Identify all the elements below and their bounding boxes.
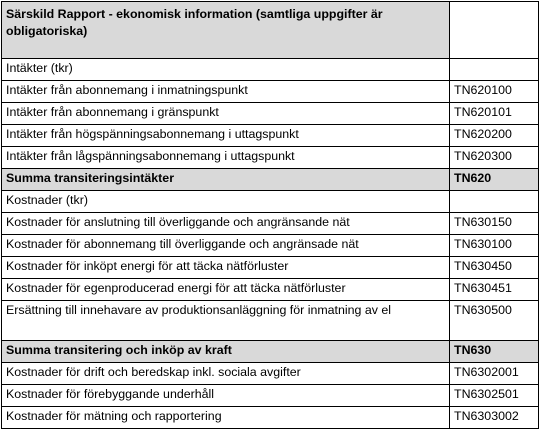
row-code: TN630150 [450,213,539,235]
report-title: Särskild Rapport - ekonomisk information (samtliga uppgifter är obligatoriska) [2,2,450,59]
row-code: TN630450 [450,257,539,279]
row-label: Kostnader för inköpt energi för att täcka nätförluster [2,257,450,279]
row-label: Kostnader för anslutning till överliggande och angränsande nät [2,213,450,235]
table-row [2,257,539,279]
table-row [2,59,539,81]
row-label: Kostnader för förebyggande underhåll [2,385,450,407]
row-label: Intäkter från abonnemang i gränspunkt [2,103,450,125]
row-label: Kostnader för drift och beredskap inkl. sociala avgifter [2,363,450,385]
sum-label: Summa transiteringsintäkter [2,169,450,191]
table-row [2,191,539,213]
row-code: TN620100 [450,81,539,103]
report-table-container [1,1,539,429]
row-code: TN6303002 [450,407,539,429]
row-code [450,191,539,213]
sum-code: TN620 [450,169,539,191]
row-code [450,59,539,81]
row-label: Ersättning till innehavare av produktionsanläggning för inmatning av el [2,301,450,341]
sum-code: TN630 [450,341,539,363]
row-label: Intäkter från lågspänningsabonnemang i uttagspunkt [2,147,450,169]
row-code: TN620300 [450,147,539,169]
row-label: Kostnader för mätning och rapportering [2,407,450,429]
row-label: Kostnader för egenproducerad energi för att täcka nätförluster [2,279,450,301]
table-row [2,385,539,407]
row-code: TN620200 [450,125,539,147]
table-row [2,235,539,257]
sum-label: Summa transitering och inköp av kraft [2,341,450,363]
row-label: Kostnader för abonnemang till överliggande och angränsade nät [2,235,450,257]
economic-report-table [1,1,539,429]
table-header-row [2,2,539,59]
row-code: TN6302001 [450,363,539,385]
row-label: Intäkter från högspänningsabonnemang i uttagspunkt [2,125,450,147]
sum-row-transit-income [2,169,539,191]
sum-row-transit-purchase [2,341,539,363]
table-row [2,407,539,429]
table-row [2,301,539,341]
table-row [2,125,539,147]
table-row [2,147,539,169]
row-label: Intäkter från abonnemang i inmatningspunkt [2,81,450,103]
section-label-income: Intäkter (tkr) [2,59,450,81]
table-row [2,279,539,301]
row-code: TN630100 [450,235,539,257]
row-code: TN630500 [450,301,539,341]
table-row [2,103,539,125]
row-code: TN630451 [450,279,539,301]
row-code: TN6302501 [450,385,539,407]
table-row [2,363,539,385]
row-code: TN620101 [450,103,539,125]
section-label-costs: Kostnader (tkr) [2,191,450,213]
table-row [2,81,539,103]
table-row [2,213,539,235]
header-code-cell [450,2,539,59]
